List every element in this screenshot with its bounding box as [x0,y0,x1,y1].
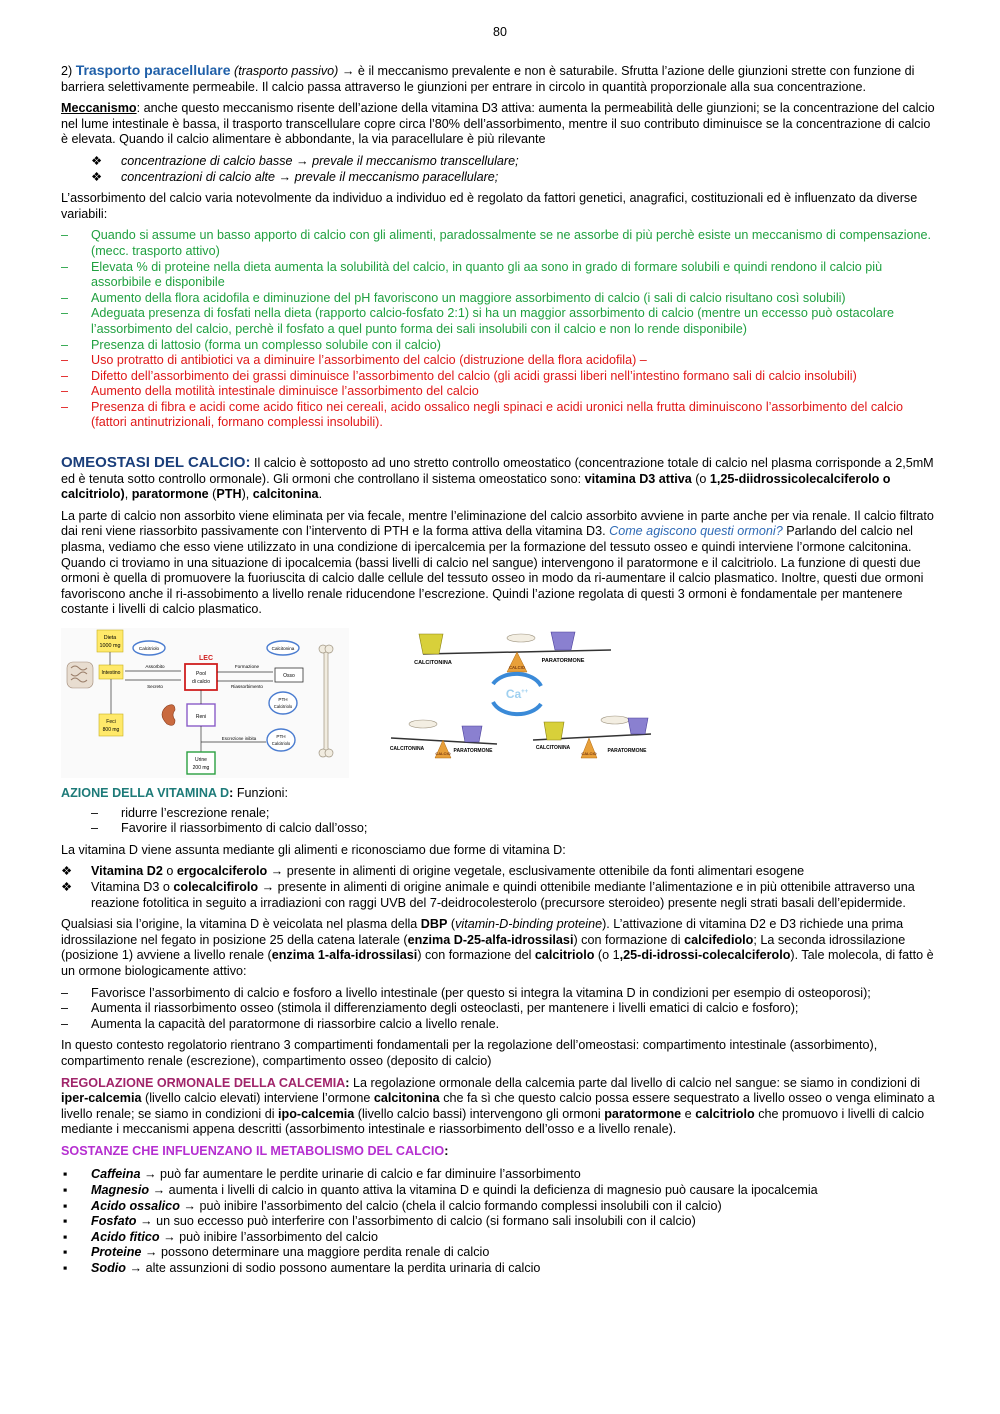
list-item [61,170,937,186]
list-item-text: Uso protratto di antibiotici va a diminuire l’assorbimento del calcio (distruzione della flora acidofila) – [91,353,647,368]
resorption-label: Riassorbimento [231,684,263,689]
substance-name: Acido ossalico [91,1198,180,1213]
bold-run: ,25-di-idrossi-colecalciferolo [619,948,791,963]
square-bullet-icon: ▪ [63,1183,68,1198]
text-run: e [681,1106,696,1121]
dash-bullet-icon: – [61,353,69,368]
absorbed-label: Assorbito [145,664,165,669]
dbp-paragraph [61,917,937,979]
text-run: ( [447,917,456,932]
diamond-bullet-icon: ❖ [91,153,103,168]
list-item-text: Adeguata presenza di fosfati nella dieta (rapporto calcio-fosfato 2:1) si ha un maggior assorbimento di calcio (mentre un eccesso può ostacolare l’assorbimento del calcio, perchè il fosfato a quel punto forma dei sali insolubili con il calcio e non lo rende disponibile) [91,306,894,336]
formation-label: Formazione [234,664,260,669]
bold-run: colecalcifirolo [173,879,259,894]
feces-amount: 800 mg [102,727,120,733]
figures-row [61,628,937,780]
pool-label: Pool [195,671,207,677]
substances-heading [61,1144,937,1160]
list-item [61,369,937,385]
vitamin-d-forms-list [61,864,937,911]
list-item-text: Presenza di lattosio (forma un complesso solubile con il calcio) [91,337,441,352]
concentration-list [61,154,937,185]
right-calcium-label: CALCIO [581,751,597,756]
list-item [61,1017,937,1033]
list-item [61,1167,937,1183]
paracellular-text: → è il meccanismo prevalente e non è saturabile. Sfrutta l’azione delle giunzioni strette con funzione di barriera selettivamente permeabile. Il calcio passa attraverso le giunzioni per entrare in circolo in quantità proporzionale alla sua concentrazione. [61,64,915,94]
text-run: ( [208,487,217,502]
bold-run: ipo-calcemia [278,1106,355,1121]
dash-bullet-icon: – [61,1016,69,1031]
list-item-text: Presenza di fibra e acidi come acido fitico nei cereali, acido ossalico negli spinaci e acidi uronici nella frutta diminuiscono l’assorbimento del calcio (fattori antinutrizionali, formano complessi insolubili). [91,399,904,430]
regulation-paragraph [61,1076,937,1138]
list-item [61,228,937,259]
colon: : [229,786,234,800]
list-item [61,821,937,837]
calcitriol-label: Calcitriolo [138,646,160,651]
hormones-paragraph [61,509,937,618]
absorption-intro: L’assorbimento del calcio varia notevolmente da individuo a individuo ed è regolato da fattori genetici, anagrafici, costituzionali ed è influenzato da diverse variabili: [61,191,918,221]
paracellular-title: Trasporto paracellulare [75,62,231,78]
pth2-calcitriol-label: Calcitriolo [271,741,291,746]
list-item [61,353,937,369]
list-item [61,1230,937,1246]
urine-label: Urine [195,757,207,763]
text-run: (livello calcio bassi) intervengono gli ormoni [354,1106,605,1121]
compartments-paragraph: In questo contesto regolatorio rientrano 3 compartimenti fondamentali per la regolazione dell’omeostasi: compartimento intestinale (assorbimento), compartimento renale (escrezione), compartimento osseo (deposito di calcio) [61,1038,878,1068]
substance-text: → un suo eccesso può interferire con l’assorbimento di calcio (si formano sali insolubili con il calcio) [136,1214,696,1229]
substance-name: Magnesio [91,1183,150,1198]
list-item [61,1261,937,1277]
dash-bullet-icon: – [91,821,99,836]
text-run: che fa sì che questo calcio possa essere sequestrato a livello osseo o venga eliminato a livello renale; se siamo in condizioni di [61,1091,935,1121]
diamond-bullet-icon: ❖ [61,864,73,879]
colon: : [444,1143,449,1158]
list-item [61,1001,937,1017]
absorption-factors-list [61,228,937,431]
diamond-bullet-icon: ❖ [61,879,73,894]
top-parathormone-label: PARATORMONE [541,658,585,664]
bold-run: calcitonina [373,1091,440,1106]
left-calcium-label: CALCIO [435,751,451,756]
calcitriol-effects-list [61,986,937,1033]
excretion-label: Escrezione inibita [221,736,257,741]
square-bullet-icon: ▪ [63,1214,68,1229]
substance-name: Acido fitico [91,1229,160,1244]
text-run: ). Tale molecola, di fatto è un ormone biologicamente attivo: [61,948,934,978]
text-run: → presente in alimenti di origine animale e quindi ottenibile mediante l’alimentazione e in più ottenibile attraverso una reazione fotolitica in seguito a irradiazioni con raggi UVB del 7-deidrocolesterolo (precursore steroideo) presente negli strati basali dell’epidermide. [91,879,915,910]
text-run: Funzioni: [233,786,288,800]
text-run: La parte di calcio non assorbito viene eliminata per via fecale, mentre l’eliminazione del calcio assorbito avviene in parte anche per via renale. Il calcio filtrato dai reni viene riassorbito passivamente con l’intervento di PTH e la forma attiva della vitamina D3. [61,508,934,539]
vitamin-d-forms-intro: La vitamina D viene assunta mediante gli alimenti e riconosciamo due forme di vitamina D: [61,842,566,857]
vitamin-d-functions-list [61,806,937,837]
square-bullet-icon: ▪ [63,1261,68,1276]
list-item-text: Difetto dell’assorbimento dei grassi diminuisce l’assorbimento del calcio (gli acidi grassi liberi nell’intestino formano sali di calcio insolubili) [91,368,857,383]
list-item-text: Aumento della flora acidofila e diminuzione del pH favoriscono un maggiore assorbimento di calcio (i sali di calcio risultano così solubili) [91,290,846,305]
substance-name: Sodio [91,1261,126,1276]
pth-label: PTH [278,697,288,702]
square-bullet-icon: ▪ [63,1245,68,1260]
urine-amount: 200 mg [192,765,210,771]
dash-bullet-icon: – [61,290,69,305]
page-number: 80 [493,25,507,39]
list-item [61,986,937,1002]
list-item-text: Elevata % di proteine nella dieta aumenta la solubilità del calcio, in quanto gli aa sono in grado di formare solubili e quindi rendono il calcio più assorbibile e disponibile [91,259,883,290]
text-run: (livello calcio elevati) interviene l’ormone [141,1091,374,1106]
list-item-text: concentrazione di calcio basse → prevale il meccanismo transcellulare; [121,153,519,168]
list-item [61,806,937,822]
text-run: Il calcio è sottoposto ad uno stretto controllo omeostatico (concentrazione totale di calcio nel plasma corrisponde a 2,5mM ed è tenuta sotto controllo ormonale). Gli ormoni che controllano il sistema omeostatico sono: [61,456,934,486]
text-run: , [124,487,132,502]
list-item [61,306,937,337]
bold-run: calcifediolo [684,932,754,947]
list-item [61,291,937,307]
list-item-text: Favorisce l’assorbimento di calcio e fosforo a livello intestinale (per questo si integra la vitamina D in condizioni per esempio di osteoporosi); [91,985,871,1000]
substance-name: Fosfato [91,1214,137,1229]
bold-run: calcitriolo [695,1106,755,1121]
top-calcium-label: CALCIO [508,665,526,670]
vitamin-d-title: AZIONE DELLA VITAMINA D [61,786,230,800]
bold-run: iper-calcemia [61,1091,142,1106]
text-run: che promuovo i livelli di calcio mediante i meccanismi appena descritti (assorbimento intestinale e riassorbimento dell’osso e a livello renale). [61,1106,925,1137]
text-run: ). L’attivazione di vitamina D2 e D3 richiede una prima idrossilazione nel fegato in posizione 25 della catena laterale ( [61,917,904,947]
left-parathormone-label: PARATORMONE [453,748,493,754]
text-run: . [318,487,323,502]
dash-bullet-icon: – [61,384,69,399]
text-run: ; La seconda idrossilazione (posizione 1) avviene a livello renale ( [61,932,906,963]
list-item-text: Aumento della motilità intestinale diminuisce l’assorbimento del calcio [91,384,479,399]
bold-run: calcitonina [252,487,319,502]
page-content [61,63,937,1277]
calcium-balance-diagram [61,628,349,778]
calcium-ion-text: Ca [505,687,522,701]
bold-run: Vitamina D2 [91,864,163,879]
mechanism-label: Meccanismo [61,101,137,116]
bold-run: enzima 1-alfa-idrossilasi [271,948,418,963]
diet-amount: 1000 mg [99,643,121,649]
italic-run: vitamin-D-binding proteine [455,917,603,932]
substance-name: Caffeina [91,1167,141,1182]
intestine-icon [67,662,93,688]
square-bullet-icon: ▪ [63,1198,68,1213]
text-run: (o 1 [594,948,620,963]
square-bullet-icon: ▪ [63,1229,68,1244]
calcium-ion-charge: ++ [521,689,529,695]
bold-run: paratormone [131,487,209,502]
substances-title: SOSTANZE CHE INFLUENZANO IL METABOLISMO DEL CALCIO [61,1143,445,1158]
bold-run: 1,25-diidrossicolecalciferolo o calcitriolo) [61,471,891,502]
dash-bullet-icon: – [61,985,69,1000]
list-item [61,864,937,880]
square-bullet-icon: ▪ [63,1167,68,1182]
bold-run: ergocalciferolo [176,864,268,879]
vitamin-d-heading [61,786,937,802]
bold-run: PTH [216,487,242,502]
list-item [61,1199,937,1215]
text-run: La regolazione ormonale della calcemia parte dal livello di calcio nel sangue: se siamo in condizioni di [349,1075,921,1090]
substance-text: → possono determinare una maggiore perdita renale di calcio [141,1245,490,1260]
substances-list [61,1167,937,1276]
pool-label-2: di calcio [191,679,211,685]
calcium-balance-scales-diagram [383,628,705,768]
bold-run: calcitriolo [534,948,595,963]
substance-text: → può inibire l’assorbimento del calcio [159,1229,378,1244]
question-text: Come agiscono questi ormoni? [609,524,783,539]
colon: : [345,1075,350,1090]
substance-text: → aumenta i livelli di calcio in quanto attiva la vitamina D e quindi la deficienza di magnesio può causare la ipocalcemia [149,1183,818,1198]
list-item [61,338,937,354]
diamond-bullet-icon: ❖ [91,169,103,184]
paracellular-subtitle: (trasporto passivo) [230,64,342,78]
mechanism-text: : anche questo meccanismo risente dell’azione della vitamina D3 attiva: aumenta la permeabilità delle giunzioni; se la concentrazione del calcio nel lume intestinale è bassa, il trasporto transcellulare copre circa l’80% dell’assorbimento, mentre il suo contributo diminuisce se la concentrazione di calcio è elevata. Quando il calcio alimentare è abbondante, la via paracellulare è più rilevante [61,101,935,147]
dash-bullet-icon: – [61,1001,69,1016]
list-item [61,1183,937,1199]
dash-bullet-icon: – [61,228,69,243]
text-run: Parlando del calcio nel plasma, vediamo che esso viene utilizzato in una condizione di ipercalcemia per la formazione del tessuto osseo e quindi interviene l’ormone calcitonina. Quando ci troviamo in una situazione di ipocalcemia (bassi livelli di calcio nel sangue) intervengono il paratormone e il calcitriolo. La funzione di questi due ormoni è quella di promuovere la fuoriuscita di calcio dalle cellule del tessuto osseo in modo da ri-aumentare il calcio plasmatico. Inoltre, questi due ormoni favoriscono anche il ri-assobimento a livello renale riducendone l’escrezione. Quindi l’azione regolata di questi 3 ormoni è fondamentale per mantenere costante i livelli di calcio plasmatico. [61,524,924,617]
bold-run: vitamina D3 attiva [584,471,692,486]
lec-label: LEC [199,655,213,662]
diet-label: Dieta [103,635,117,641]
substance-text: → alte assunzioni di sodio possono aumentare la perdita urinaria di calcio [125,1261,541,1276]
feces-label: Feci [106,719,116,725]
left-calcitonin-label: CALCITONINA [389,746,425,752]
list-item-text: Quando si assume un basso apporto di calcio con gli alimenti, paradossalmente se ne assorbe di più perchè esiste un meccanismo di compensazione. (mecc. trasporto attivo) [91,228,932,258]
secreted-label: Secreto [147,684,163,689]
list-item [61,154,937,170]
text-run: Qualsiasi sia l’origine, la vitamina D è veicolata nel plasma della [61,917,421,932]
dash-bullet-icon: – [91,805,99,820]
list-item-text: Favorire il riassorbimento di calcio dall’osso; [121,821,368,836]
bold-run: paratormone [604,1106,682,1121]
regulation-title: REGOLAZIONE ORMONALE DELLA CALCEMIA [61,1075,346,1090]
list-item-text: ridurre l’escrezione renale; [121,805,270,820]
substance-text: → può inibire l’assorbimento del calcio (chela il calcio formando complessi insolubili con il calcio) [179,1198,722,1213]
list-item-text: Aumenta la capacità del paratormone di riassorbire calcio a livello renale. [91,1016,500,1031]
text-run: Vitamina D3 o [91,879,174,894]
omeostasi-paragraph [61,455,937,503]
list-item [61,880,937,911]
kidney-label: Reni [195,714,207,720]
substance-name: Proteine [91,1245,142,1260]
bold-run: DBP [420,917,448,932]
pth-calcitriol-label: Calcitriolo [273,704,293,709]
right-parathormone-label: PARATORMONE [607,748,647,754]
dash-bullet-icon: – [61,337,69,352]
list-item-text: Aumenta il riassorbimento osseo (stimola il differenziamento degli osteoclasti, per mantenere i livelli ematici di calcio e fosforo); [91,1001,799,1016]
section-number: 2) [61,64,76,78]
paracellular-paragraph [61,63,937,95]
text-run: (o [691,471,710,486]
omeostasi-title: OMEOSTASI DEL CALCIO: [61,454,251,472]
intestine-label: Intestino [101,670,121,676]
text-run: ) con formazione del [417,948,535,963]
substance-text: → può far aumentare le perdite urinarie di calcio e far diminuire l’assorbimento [140,1167,581,1182]
list-item [61,1214,937,1230]
right-calcitonin-label: CALCITONINA [535,745,571,751]
bold-run: enzima D-25-alfa-idrossilasi [407,932,574,947]
pth2-label: PTH [276,734,286,739]
text-run: ), [241,487,253,502]
bone-label: Osso [283,673,295,679]
dash-bullet-icon: – [61,399,69,414]
list-item [61,400,937,431]
list-item [61,384,937,400]
list-item-text: concentrazioni di calcio alte → prevale il meccanismo paracellulare; [121,169,499,184]
top-calcitonin-label: CALCITONINA [414,660,452,666]
dash-bullet-icon: – [61,368,69,383]
text-run: → presente in alimenti di origine vegetale, esclusivamente ottenibile da fonti alimentari esogene [267,864,805,879]
calcitonin-label: Calcitonina [271,646,295,651]
dash-bullet-icon: – [61,259,69,274]
text-run: o [162,864,177,879]
mechanism-paragraph [61,101,937,148]
text-run: ) con formazione di [573,932,685,947]
dash-bullet-icon: – [61,306,69,321]
list-item [61,1245,937,1261]
list-item [61,260,937,291]
